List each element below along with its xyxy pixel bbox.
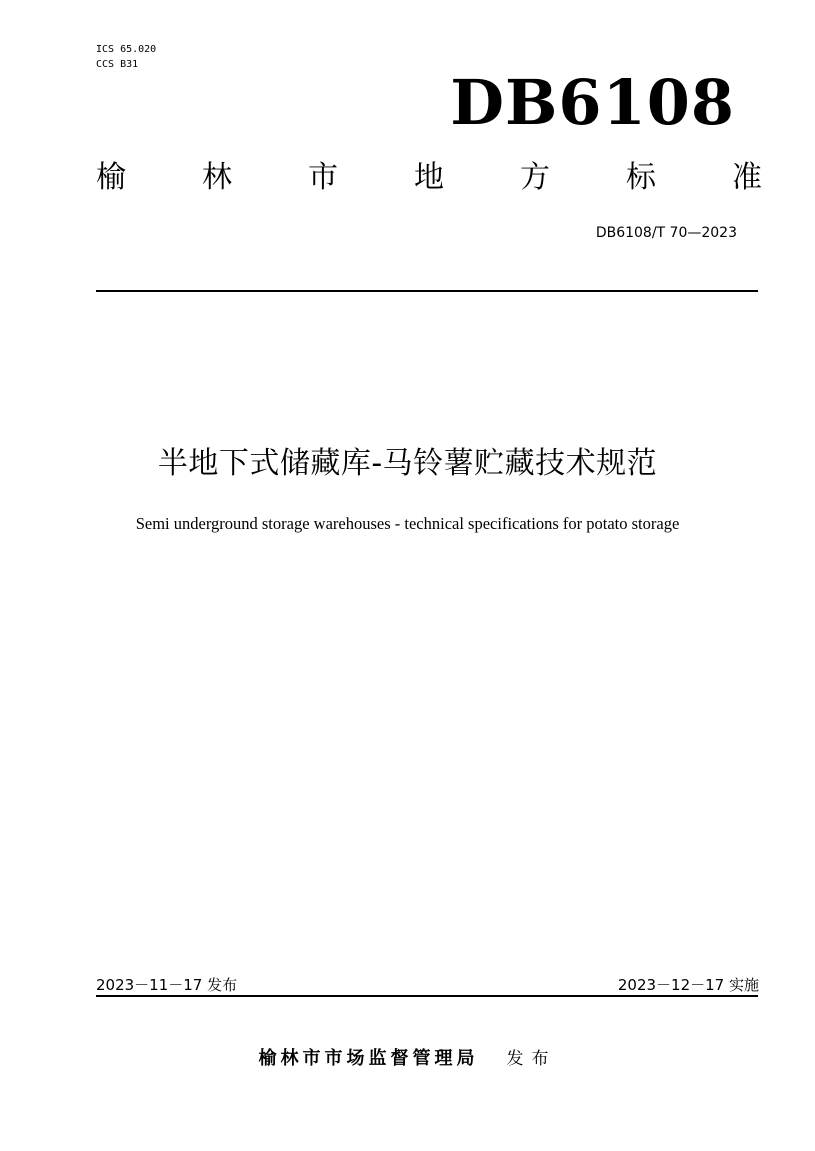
standard-type-char: 准	[732, 160, 762, 195]
ccs-code: CCS B31	[96, 59, 139, 70]
footer-divider	[96, 995, 758, 997]
standard-type-char: 市	[308, 160, 338, 195]
standard-code: DB6108	[450, 66, 735, 139]
standard-type-char: 方	[520, 160, 550, 195]
standard-number: DB6108/T 70—2023	[595, 225, 737, 241]
standard-type-char: 地	[414, 160, 444, 195]
header-divider	[96, 290, 758, 292]
publisher-line	[0, 1046, 815, 1072]
document-title-english: Semi underground storage warehouses - technical specifications for potato storage	[135, 514, 680, 533]
standard-type	[96, 158, 762, 198]
document-title-chinese: 半地下式储藏库-马铃薯贮藏技术规范	[157, 446, 658, 481]
publisher-agency: 榆林市市场监督管理局	[258, 1048, 479, 1069]
publish-date: 2023－11－17 发布	[96, 976, 238, 994]
standard-type-char: 林	[202, 160, 232, 195]
classification-codes	[96, 42, 156, 72]
standard-type-char: 标	[626, 160, 656, 195]
ics-code: ICS 65.020	[96, 44, 157, 55]
publish-word: 发布	[506, 1049, 557, 1069]
standard-type-char: 榆	[96, 160, 126, 195]
implement-date: 2023－12－17 实施	[617, 976, 759, 994]
